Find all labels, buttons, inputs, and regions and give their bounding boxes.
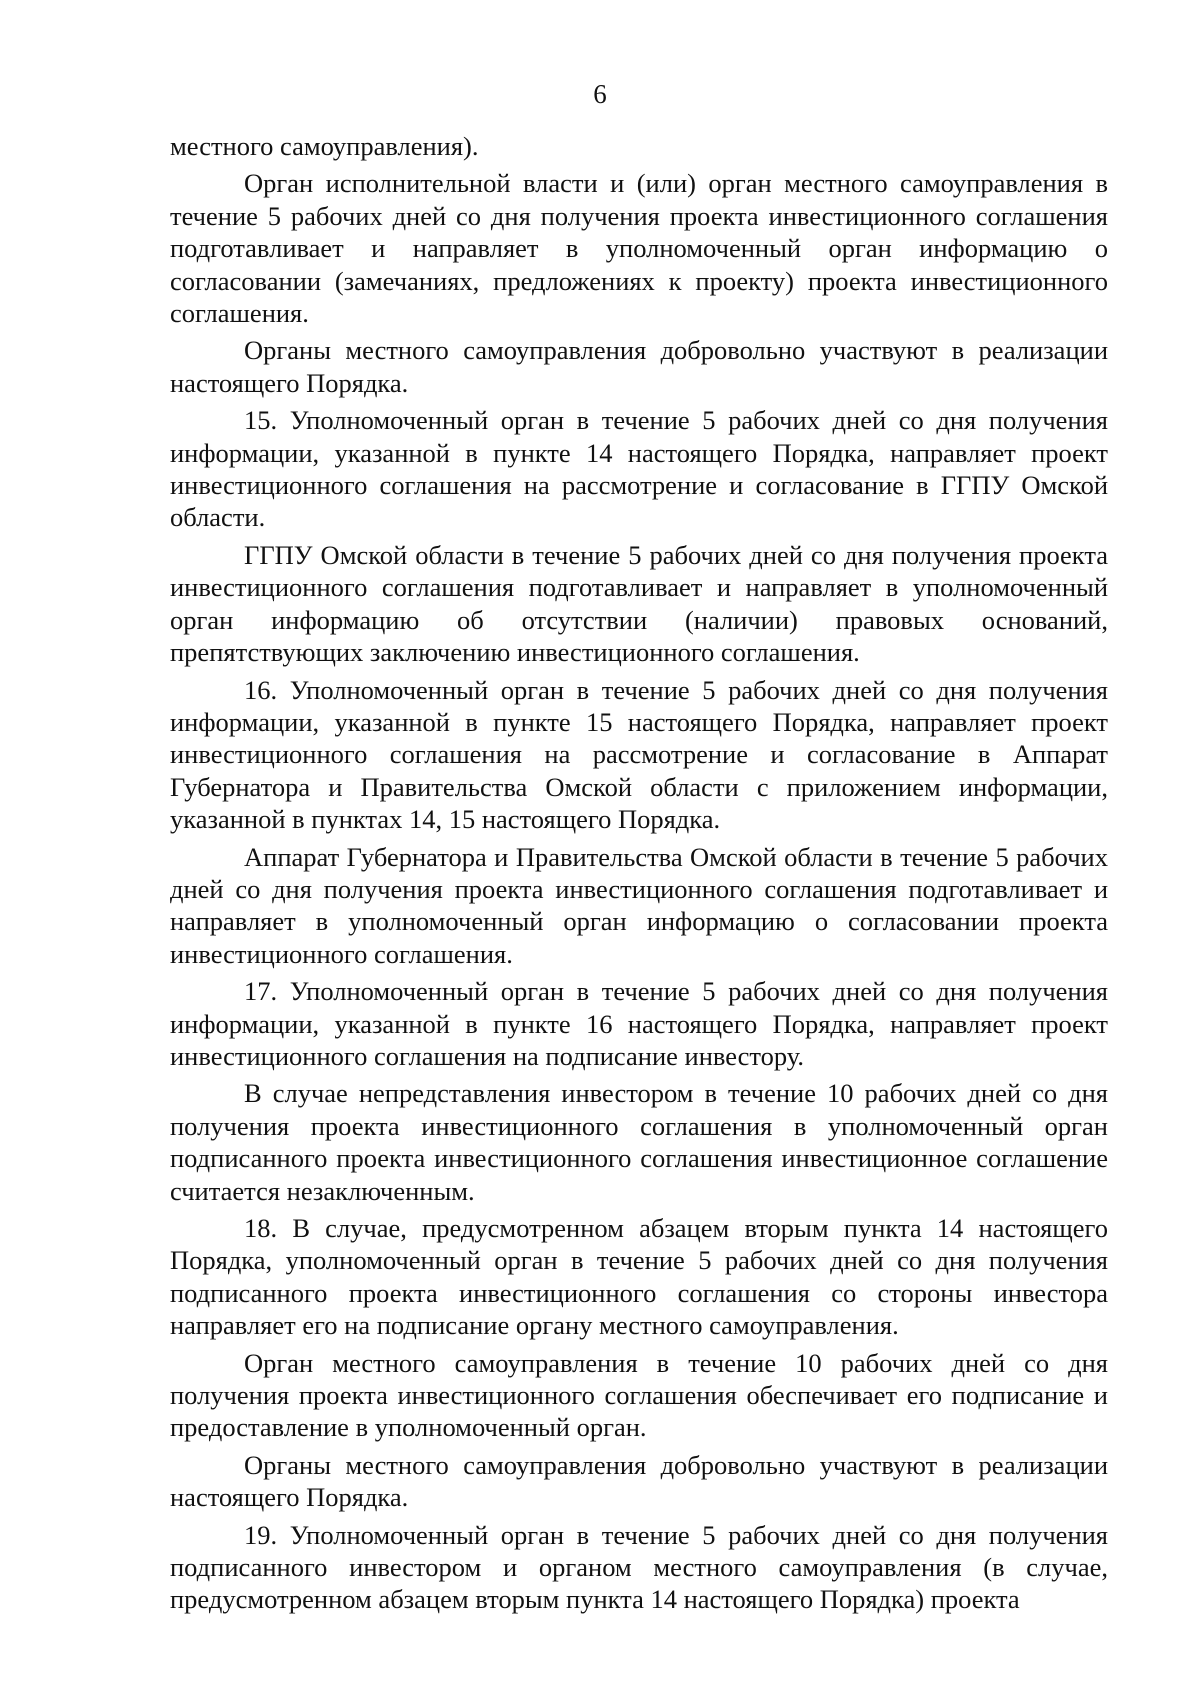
document-body xyxy=(170,130,1108,1616)
paragraph-item-15: 15. Уполномоченный орган в течение 5 рабочих дней со дня получения информации, указанной в пункте 14 настоящего Порядка, направляет проект инвестиционного соглашения на рассмотрение и согласование в ГГПУ Омской области. xyxy=(170,405,1108,533)
paragraph: Орган исполнительной власти и (или) орган местного самоуправления в течение 5 рабочих дней со дня получения проекта инвестиционного соглашения подготавливает и направляет в уполномоченный орган информацию о согласовании (замечаниях, предложениях к проекту) проекта инвестиционного соглашения. xyxy=(170,168,1108,329)
paragraph: Аппарат Губернатора и Правительства Омской области в течение 5 рабочих дней со дня получения проекта инвестиционного соглашения подготавливает и направляет в уполномоченный орган информацию о согласовании проекта инвестиционного соглашения. xyxy=(170,841,1108,969)
paragraph: ГГПУ Омской области в течение 5 рабочих дней со дня получения проекта инвестиционного соглашения подготавливает и направляет в уполномоченный орган информацию об отсутствии (наличии) правовых оснований, препятствующих заключению инвестиционного соглашения. xyxy=(170,539,1108,668)
paragraph-item-17: 17. Уполномоченный орган в течение 5 рабочих дней со дня получения информации, указанной в пункте 16 настоящего Порядка, направляет проект инвестиционного соглашения на подписание инвестору. xyxy=(170,976,1108,1071)
paragraph: Орган местного самоуправления в течение 10 рабочих дней со дня получения проекта инвестиционного соглашения обеспечивает его подписание и предоставление в уполномоченный орган. xyxy=(170,1347,1108,1443)
paragraph: В случае непредставления инвестором в течение 10 рабочих дней со дня получения проекта инвестиционного соглашения в уполномоченный орган подписанного проекта инвестиционного соглашения инвестиционное соглашение считается незаключенным. xyxy=(170,1078,1108,1206)
paragraph-item-18: 18. В случае, предусмотренном абзацем вторым пункта 14 настоящего Порядка, уполномоченный орган в течение 5 рабочих дней со дня получения подписанного проекта инвестиционного соглашения со стороны инвестора направляет его на подписание органу местного самоуправления. xyxy=(170,1213,1108,1341)
paragraph-continuation: местного самоуправления). xyxy=(170,131,479,161)
paragraph: Органы местного самоуправления добровольно участвуют в реализации настоящего Порядка. xyxy=(170,1449,1108,1513)
page-number: 6 xyxy=(593,79,607,109)
paragraph: Органы местного самоуправления добровольно участвуют в реализации настоящего Порядка. xyxy=(170,335,1108,398)
paragraph-item-16: 16. Уполномоченный орган в течение 5 рабочих дней со дня получения информации, указанной в пункте 15 настоящего Порядка, направляет проект инвестиционного соглашения на рассмотрение и согласование в Аппарат Губернатора и Правительства Омской области с приложением информации, указанной в пунктах 14, 15 настоящего Порядка. xyxy=(170,674,1108,835)
paragraph-item-19: 19. Уполномоченный орган в течение 5 рабочих дней со дня получения подписанного инвестором и органом местного самоуправления (в случае, предусмотренном абзацем вторым пункта 14 настоящего Порядка) проекта xyxy=(170,1519,1108,1615)
